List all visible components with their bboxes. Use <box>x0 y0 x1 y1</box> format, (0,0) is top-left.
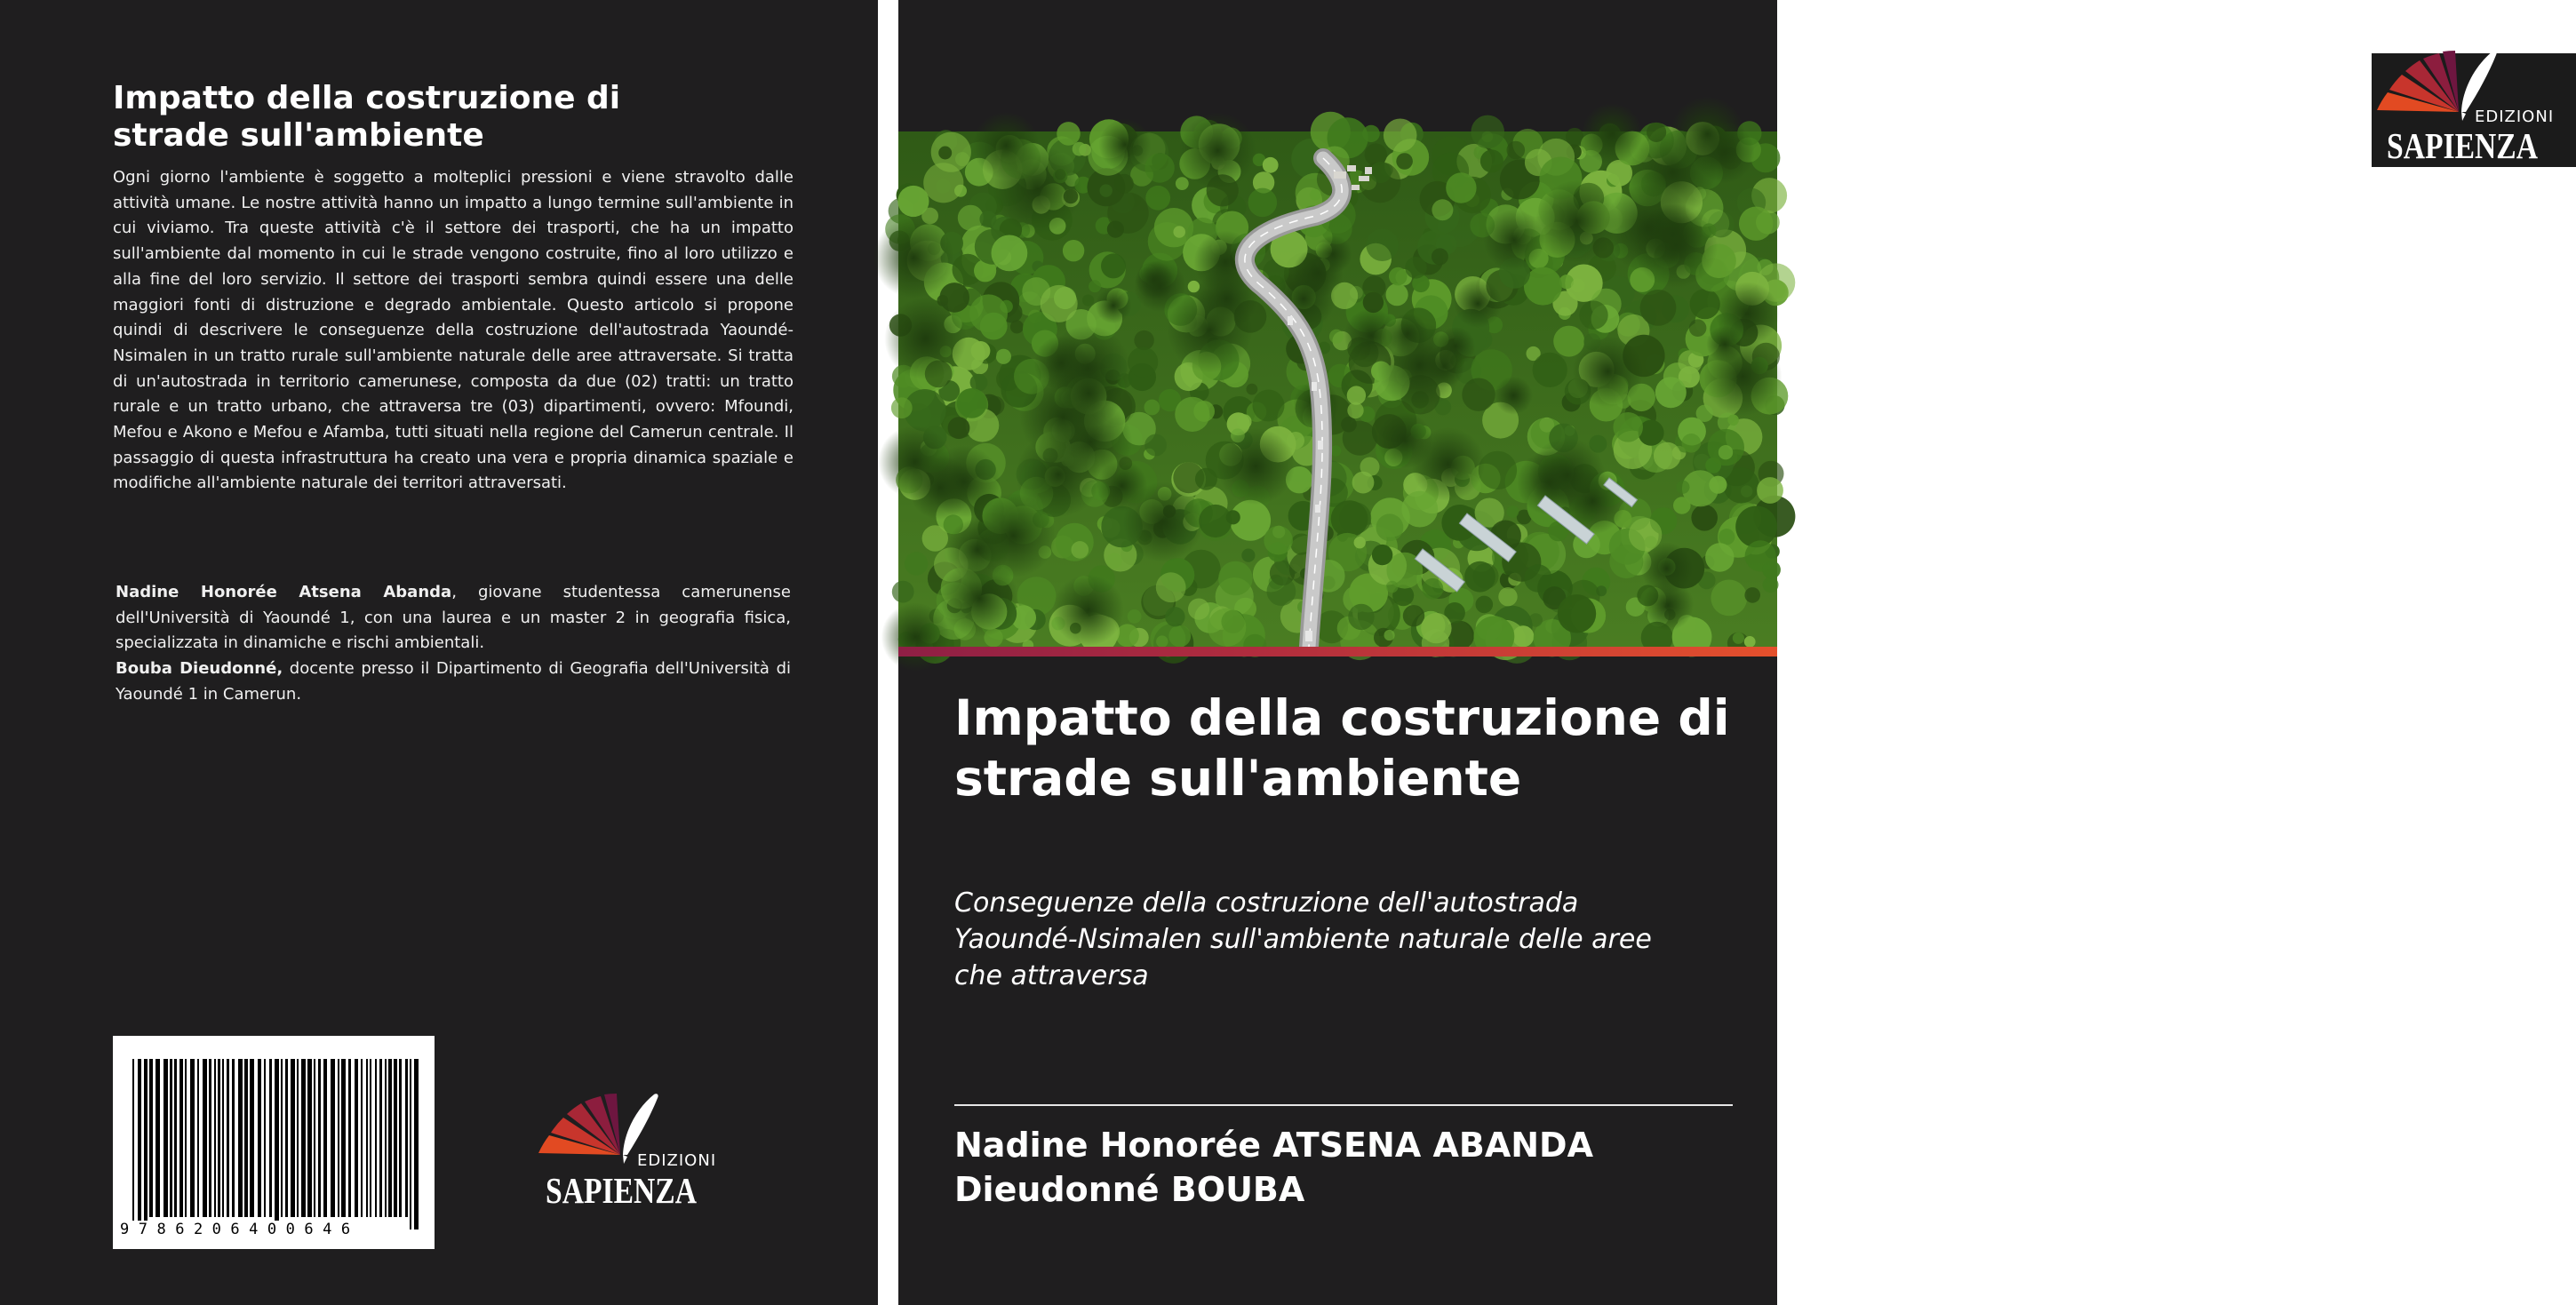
isbn-barcode <box>113 1036 435 1249</box>
author-bio-2-text: docente presso il Dipartimento di Geografia dell'Università di Yaoundé 1 in Camerun. <box>116 659 791 704</box>
barcode-bar <box>179 1059 183 1217</box>
barcode-bar <box>285 1059 288 1217</box>
barcode-bar <box>264 1059 266 1217</box>
author-bio-1 <box>116 580 791 656</box>
title-divider <box>954 1104 1733 1106</box>
accent-bar <box>898 647 1777 656</box>
barcode-bar <box>156 1059 160 1217</box>
barcode-bar <box>232 1059 235 1217</box>
author-bio-1-name: Nadine Honorée Atsena Abanda <box>116 583 452 601</box>
barcode-bar <box>323 1059 327 1217</box>
barcode-bar <box>370 1059 371 1217</box>
publisher-edizioni-text: EDIZIONI <box>2475 107 2555 126</box>
barcode-bar <box>399 1059 402 1217</box>
barcode-bar <box>144 1059 148 1229</box>
barcode-bar <box>149 1059 153 1217</box>
barcode-bar <box>405 1059 408 1217</box>
barcode-bar <box>301 1059 306 1217</box>
barcode-bar <box>318 1059 321 1217</box>
aerial-forest-road-photo <box>898 131 1777 647</box>
barcode-bar <box>414 1059 419 1229</box>
barcode-bar <box>138 1059 141 1229</box>
barcode-bar <box>281 1059 283 1217</box>
barcode-bar <box>244 1059 248 1217</box>
barcode-bar <box>341 1059 346 1217</box>
barcode-bar <box>132 1059 134 1229</box>
barcode-bar <box>379 1059 382 1217</box>
barcode-bar <box>297 1059 299 1217</box>
barcode-bar <box>366 1059 368 1217</box>
barcode-bar <box>218 1059 220 1217</box>
barcode-bar <box>222 1059 224 1217</box>
back-cover <box>0 0 878 1305</box>
barcode-bar <box>291 1059 295 1217</box>
barcode-bar <box>163 1059 168 1217</box>
author-1: Nadine Honorée ATSENA ABANDA <box>954 1126 1593 1165</box>
barcode-bar <box>258 1059 261 1217</box>
barcode-bar <box>394 1059 397 1217</box>
barcode-bar <box>174 1059 177 1217</box>
author-2: Dieudonné BOUBA <box>954 1170 1305 1209</box>
barcode-bar <box>338 1059 339 1217</box>
barcode-bar <box>170 1059 172 1217</box>
barcode-bar <box>203 1059 207 1217</box>
barcode-bar <box>190 1059 195 1217</box>
barcode-bar <box>250 1059 254 1217</box>
back-cover-title: Impatto della costruzione di strade sull'ambiente <box>113 80 621 154</box>
publisher-edizioni-text: EDIZIONI <box>637 1151 717 1170</box>
front-cover <box>898 0 2555 1305</box>
author-bios <box>116 580 791 708</box>
publisher-logo-front <box>2372 53 2576 167</box>
barcode-bar <box>331 1059 335 1217</box>
barcode-bar <box>355 1059 358 1217</box>
barcode-bar <box>314 1059 315 1217</box>
publisher-logo <box>537 1089 736 1211</box>
author-bio-2-name: Bouba Dieudonné, <box>116 659 283 679</box>
barcode-digits: 9786206400646 <box>120 1221 360 1238</box>
barcode-bar <box>197 1059 199 1217</box>
barcode-bar <box>410 1059 411 1229</box>
barcode-bar <box>307 1059 312 1217</box>
back-cover-abstract: Ogni giorno l'ambiente è soggetto a molteplici pressioni e viene stravolto dalle attività umane. Le nostre attività hanno un impatto a lungo termine sull'ambiente in cui viviamo. Tra queste attività c'è il settore dei trasporti, che ha un impatto sull'ambiente dal momento in cui le strade vengono costruite, fino al loro utilizzo e alla fine del loro servizio. Il settore dei trasporti sembra quindi essere una delle maggiori fonti di distruzione e degrado ambientale. Questo articolo si propone quindi di descrivere le conseguenze della costruzione dell'autostrada Yaoundé-Nsimalen in un tratto rurale sull'ambiente naturale delle aree attraversate. Si tratta di un'autostrada in territorio camerunese, composta da due (02) tratti: un tratto rurale e un tratto urbano, che attraversa tre (03) dipartimenti, ovvero: Mfoundi, Mefou e Akono e Mefou e Afamba, tutti situati nella regione del Camerun centrale. Il passaggio di questa infrastruttura ha creato una vera e propria dinamica spaziale e modifiche all'ambiente naturale dei territori attraversati. <box>113 168 794 493</box>
author-bio-2 <box>116 656 791 707</box>
author-bio-1-text: , giovane studentessa camerunense dell'Università di Yaoundé 1, con una laurea e un master 2 in geografia fisica, specializzata in dinamiche e rischi ambientali. <box>116 583 791 653</box>
barcode-bar <box>185 1059 187 1217</box>
barcode-bar <box>348 1059 351 1217</box>
barcode-bar <box>227 1059 229 1217</box>
front-cover-title: Impatto della costruzione di strade sull'ambiente <box>954 689 1730 807</box>
barcode-bar <box>209 1059 211 1217</box>
barcode-bar <box>238 1059 243 1217</box>
barcode-bar <box>214 1059 216 1217</box>
barcode-bar <box>375 1059 377 1217</box>
barcode-bar <box>269 1059 272 1217</box>
barcode-bar <box>385 1059 387 1217</box>
barcode-icon <box>113 1036 435 1249</box>
barcode-bar <box>275 1059 279 1229</box>
publisher-name-text: SAPIENZA <box>546 1170 698 1211</box>
front-cover-subtitle: Conseguenze della costruzione dell'autostrada Yaoundé-Nsimalen sull'ambiente naturale delle aree che attraversa <box>954 887 1652 991</box>
barcode-bar <box>388 1059 392 1217</box>
publisher-name-text: SAPIENZA <box>2387 125 2539 166</box>
barcode-bar <box>361 1059 363 1217</box>
